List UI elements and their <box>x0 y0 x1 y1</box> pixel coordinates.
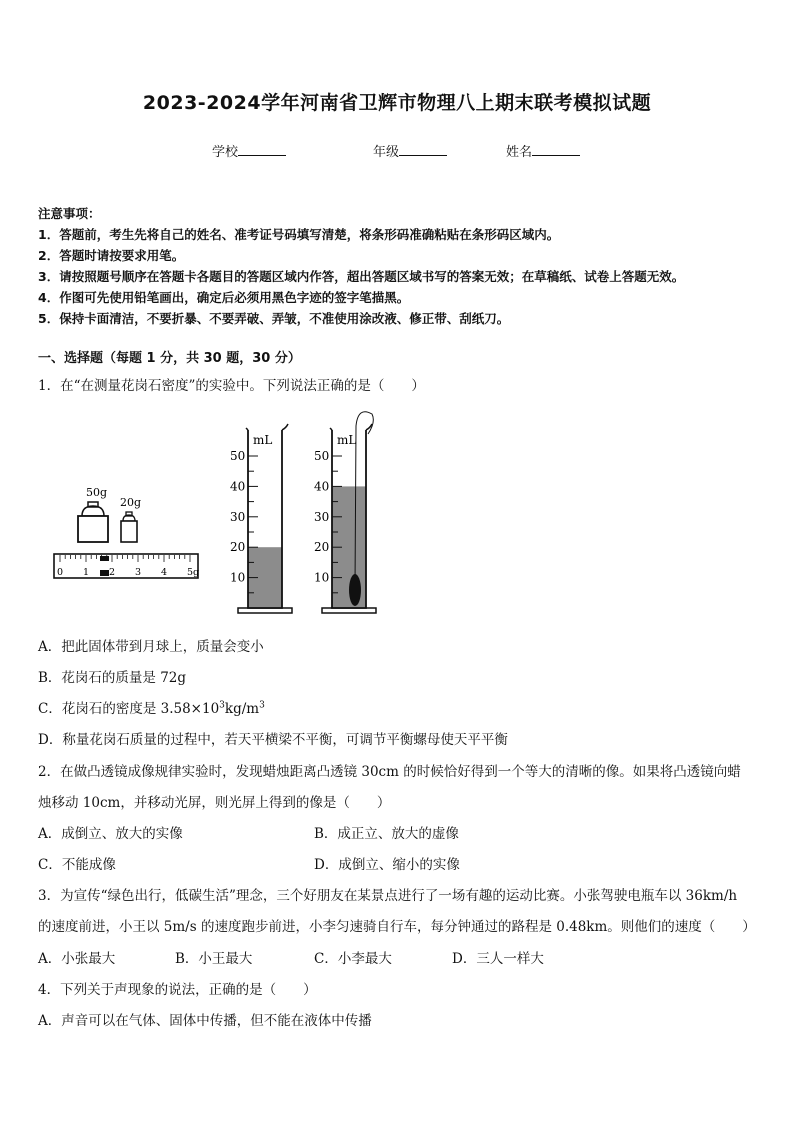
q1-option-a[interactable]: A．把此固体带到月球上，质量会变小 <box>38 639 264 655</box>
q2-option-a[interactable]: A．成倒立、放大的实像 <box>38 826 183 842</box>
name-field[interactable] <box>506 141 580 160</box>
cylinder-label: 40 <box>314 479 330 494</box>
q3-option-c[interactable]: C．小李最大 <box>314 951 392 967</box>
cylinder-label: 30 <box>230 509 246 524</box>
cylinder-label: 10 <box>314 570 330 585</box>
cylinder-label: 50 <box>230 449 246 463</box>
weight-20g <box>121 512 137 542</box>
ruler-label: 4 <box>161 567 168 578</box>
q2-stem: 2．在做凸透镜成像规律实验时，发现蜡烛距离凸透镜 30cm 的时候恰好得到一个等大的清晰的像。如果将凸透镜向蜡 <box>38 764 741 780</box>
cylinder-label: 10 <box>230 570 246 585</box>
cylinder-label: 20 <box>314 540 330 555</box>
q1-stem: 1．在“在测量花岗石密度”的实验中。下列说法正确的是（ ） <box>38 378 425 394</box>
grade-blank[interactable] <box>399 143 447 156</box>
notice-item: 4．作图可先使用铅笔画出，确定后必须用黑色字迹的签字笔描黑。 <box>38 290 410 305</box>
page-title: 2023-2024学年河南省卫辉市物理八上期末联考模拟试题 <box>142 92 652 114</box>
grade-field[interactable] <box>373 141 447 160</box>
q2-option-b[interactable]: B．成正立、放大的虚像 <box>314 826 459 842</box>
school-label: 学校 <box>212 145 239 160</box>
ruler-label: 2 <box>109 567 116 578</box>
q4-stem: 4．下列关于声现象的说法，正确的是（ ） <box>38 982 317 998</box>
q1-option-d[interactable]: D．称量花岗石质量的过程中，若天平横梁不平衡，可调节平衡螺母使天平平衡 <box>38 732 508 748</box>
balance-ruler <box>54 554 198 578</box>
weight-50g-label: 50g <box>86 486 108 499</box>
notice-item: 5．保持卡面清洁，不要折暴、不要弄破、弄皱，不准使用涂改液、修正带、刮纸刀。 <box>38 311 510 326</box>
cylinder-label: 50 <box>314 449 330 463</box>
school-field[interactable] <box>212 141 286 160</box>
q1-figure <box>50 408 390 618</box>
q2-stem-cont: 烛移动 10cm，并移动光屏，则光屏上得到的像是（ ） <box>38 795 391 811</box>
weight-50g <box>78 502 108 542</box>
notice-item: 2．答题时请按要求用笔。 <box>38 248 185 263</box>
ruler-label: 0 <box>57 567 64 578</box>
cylinder-label: 20 <box>230 540 246 555</box>
name-label: 姓名 <box>506 145 533 160</box>
q3-option-d[interactable]: D．三人一样大 <box>452 951 544 967</box>
school-blank[interactable] <box>238 143 286 156</box>
cylinder-label: 40 <box>230 479 246 494</box>
q1-option-b[interactable]: B．花岗石的质量是 72g <box>38 670 187 686</box>
notice-heading: 注意事项： <box>38 206 101 221</box>
q1-option-c[interactable] <box>38 697 265 717</box>
q3-stem-cont: 的速度前进，小王以 5m/s 的速度跑步前进，小李匀速骑自行车，每分钟通过的路程是 0.48km。则他们的速度（ ） <box>38 919 756 935</box>
ruler-label: 5g <box>187 567 200 578</box>
notice-item: 3．请按照题号顺序在答题卡各题目的答题区域内作答，超出答题区域书写的答案无效；在草稿纸、试卷上答题无效。 <box>38 269 685 284</box>
cylinder-before <box>238 424 292 613</box>
notice-block <box>38 203 684 329</box>
q3-option-b[interactable]: B．小王最大 <box>175 951 253 967</box>
q1-c-text: C．花岗石的密度是 3.58×10 <box>38 701 220 717</box>
ruler-label: 3 <box>135 567 142 578</box>
q1-c-sup: 3 <box>219 700 225 711</box>
notice-item: 1．答题前，考生先将自己的姓名、准考证号码填写清楚，将条形码准确粘贴在条形码区域内。 <box>38 227 560 242</box>
q3-option-a[interactable]: A．小张最大 <box>38 951 116 967</box>
section-title: 一、选择题（每题 1 分，共 30 题，30 分） <box>38 351 301 366</box>
name-blank[interactable] <box>532 143 580 156</box>
q2-option-c[interactable]: C．不能成像 <box>38 857 116 873</box>
weight-20g-label: 20g <box>120 496 142 509</box>
grade-label: 年级 <box>373 145 400 160</box>
ruler-label: 1 <box>83 567 90 578</box>
q1-c-sup: 3 <box>259 700 265 711</box>
q2-option-d[interactable]: D．成倒立、缩小的实像 <box>314 857 460 873</box>
cylinder-label: 30 <box>314 509 330 524</box>
cyl1-unit: mL <box>253 433 273 447</box>
q1-c-unit: kg/m <box>224 701 260 717</box>
q3-stem: 3．为宣传“绿色出行，低碳生活”理念，三个好朋友在某景点进行了一场有趣的运动比赛。小张驾驶电瓶车以 36km/h <box>38 888 738 904</box>
q4-option-a[interactable]: A．声音可以在气体、固体中传播，但不能在液体中传播 <box>38 1013 372 1029</box>
cyl2-unit: mL <box>337 433 357 447</box>
